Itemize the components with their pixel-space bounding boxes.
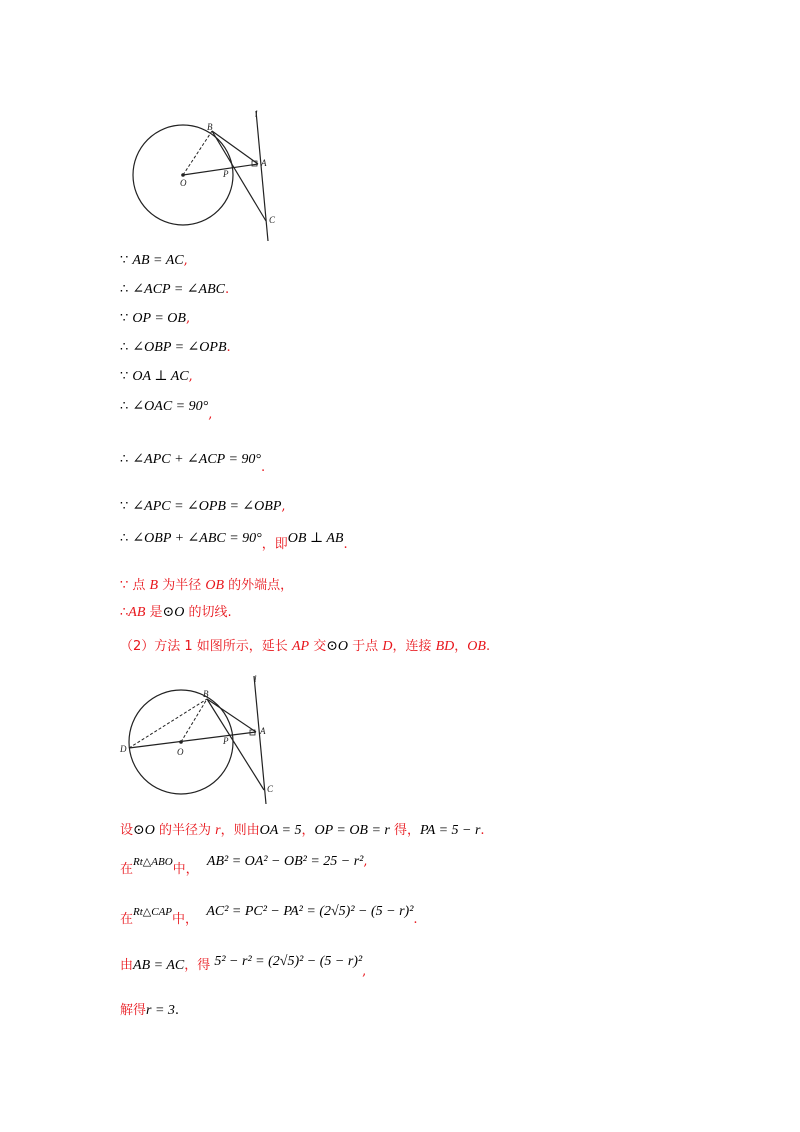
label-o: O (180, 178, 187, 188)
segment-bc (212, 131, 266, 221)
center-dot (179, 740, 183, 744)
solution-line-5: 解得r = 3. (120, 1003, 180, 1018)
label-p: P (223, 736, 229, 746)
solution-line-3: 在Rt△CAP中， AC² = PC² − PA² = (2√5)² − (5 − r)². (120, 904, 418, 927)
proof-line-2: ∴ ∠ACP = ∠ABC. (120, 282, 230, 297)
proof-line-1: ∵ AB = AC, (120, 253, 188, 268)
label-d: D (120, 744, 127, 754)
segment-ob-dashed (181, 699, 207, 742)
segment-ab (212, 131, 258, 164)
label-b: B (207, 122, 213, 132)
solution-line-1: 设⊙O 的半径为 r，则由OA = 5，OP = OB = r 得，PA = 5 − r. (120, 823, 485, 838)
proof-line-3: ∵ OP = OB, (120, 311, 191, 326)
solution-line-2: 在Rt△ABO中， AB² = OA² − OB² = 25 − r², (120, 854, 368, 877)
proof-line-7: ∴ ∠APC + ∠ACP = 90°. (120, 452, 266, 475)
proof-line-6: ∴ ∠OAC = 90°, (120, 399, 213, 422)
label-l: l (255, 109, 258, 119)
segment-db-dashed (129, 699, 207, 748)
conclusion-line-2: ∴AB 是⊙O 的切线. (120, 605, 232, 620)
part2-intro: （2）方法 1 如图所示，延长 AP 交⊙O 于点 D，连接 BD，OB. (120, 639, 491, 654)
geometry-figure-1 (128, 105, 288, 245)
proof-line-8: ∵ ∠APC = ∠OPB = ∠OBP, (120, 499, 286, 514)
label-b: B (203, 689, 209, 699)
solution-line-4: 由AB = AC，得 5² − r² = (2√5)² − (5 − r)², (120, 954, 367, 979)
conclusion-line-1: ∵ 点 B 为半径 OB 的外端点， (120, 578, 294, 593)
center-dot (181, 173, 185, 177)
label-a: A (261, 158, 267, 168)
geometry-figure-2 (115, 672, 285, 808)
label-o: O (177, 747, 184, 757)
segment-ob-dashed (183, 131, 212, 175)
proof-line-5: ∵ OA ⊥ AC, (120, 369, 193, 384)
label-p: P (223, 169, 229, 179)
label-a: A (260, 726, 266, 736)
segment-ab (207, 699, 256, 732)
segment-bc (207, 699, 264, 790)
label-c: C (267, 784, 274, 794)
proof-line-9: ∴ ∠OBP + ∠ABC = 90°，即OB ⊥ AB. (120, 531, 348, 552)
proof-line-4: ∴ ∠OBP = ∠OPB. (120, 340, 231, 355)
tangent-line-l (254, 676, 266, 804)
label-l: l (254, 674, 257, 684)
tangent-line-l (256, 111, 268, 241)
label-c: C (269, 215, 276, 225)
segment-oa (183, 164, 258, 175)
segment-da (129, 732, 256, 748)
